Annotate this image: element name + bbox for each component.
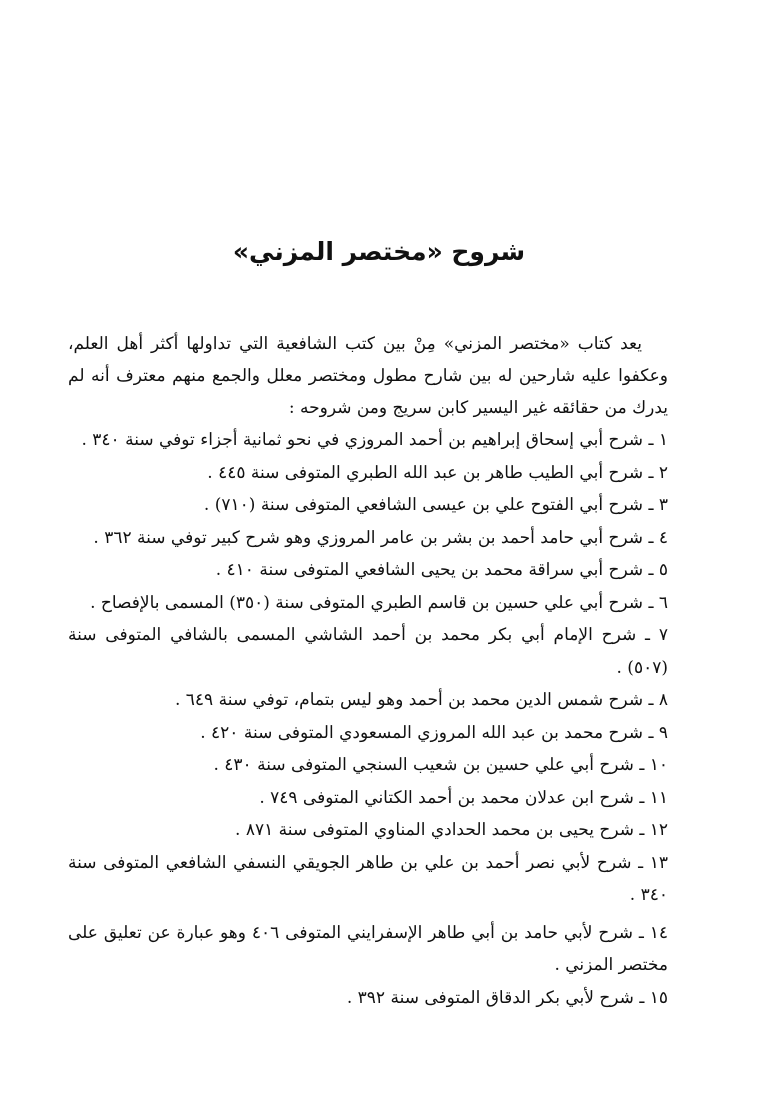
item-text: شرح أبي الفتوح علي بن عيسى الشافعي المتوفى سنة (٧١٠) . (203, 495, 644, 515)
intro-paragraph: يعد كتاب «مختصر المزني» مِنْ بين كتب الشافعية التي تداولها أكثر أهل العلم، وعكفوا عليه شارحين له بين شارح مطول ومختصر معلل والجمع منهم معترف أنه لم يدرك من حقائقه غير اليسير كابن سريج ومن شروحه : (68, 334, 668, 418)
item-separator: ـ (643, 560, 659, 580)
list-item (68, 749, 668, 782)
item-text: شرح لأبي بكر الدقاق المتوفى سنة ٣٩٢ . (346, 987, 634, 1008)
list-item (68, 684, 668, 717)
list-item (68, 782, 668, 815)
item-number: ٥ (658, 560, 668, 580)
list-item (68, 982, 668, 1015)
item-separator: ـ (631, 852, 650, 873)
item-separator: ـ (636, 625, 659, 645)
item-separator: ـ (633, 820, 650, 840)
list-item (68, 717, 668, 750)
item-number: ٧ (658, 625, 668, 645)
item-number: ١٥ (649, 987, 668, 1008)
list-item (68, 814, 668, 847)
item-separator: ـ (643, 462, 659, 483)
item-separator: ـ (643, 527, 659, 548)
item-number: ٨ (658, 690, 668, 710)
item-number: ٢ (658, 462, 668, 483)
body-text (68, 328, 668, 1014)
item-number: ٣ (658, 495, 668, 515)
list-item (68, 457, 668, 490)
item-separator: ـ (643, 430, 659, 450)
item-separator: ـ (633, 755, 650, 775)
item-text: شرح أبي حامد أحمد بن بشر بن عامر المروزي وهو شرح كبير توفي سنة ٣٦٢ . (93, 527, 644, 548)
item-text: شرح أبي علي حسين بن شعيب السنجي المتوفى سنة ٤٣٠ . (213, 755, 634, 775)
item-text: شرح أبي سراقة محمد بن يحيى الشافعي المتوفى سنة ٤١٠ . (215, 560, 644, 580)
list-item (68, 587, 668, 620)
list-item (68, 489, 668, 522)
item-separator: ـ (632, 922, 650, 943)
item-number: ١٣ (649, 852, 668, 873)
list-item (68, 917, 668, 982)
item-number: ١٤ (649, 922, 668, 943)
item-separator: ـ (633, 787, 650, 808)
item-number: ٤ (658, 527, 668, 548)
intro-paragraph-wrap (68, 328, 668, 424)
item-text: شرح أبي الطيب طاهر بن عبد الله الطبري المتوفى سنة ٤٤٥ . (207, 462, 644, 483)
item-text: شرح محمد بن عبد الله المروزي المسعودي المتوفى سنة ٤٢٠ . (200, 722, 644, 743)
item-text: شرح أبي علي حسين بن قاسم الطبري المتوفى سنة (٣٥٠) المسمى بالإفصاح . (90, 592, 644, 613)
item-text: شرح أبي إسحاق إبراهيم بن أحمد المروزي في نحو ثمانية أجزاء توفي سنة ٣٤٠ . (81, 430, 644, 450)
item-number: ١١ (649, 787, 668, 808)
item-text: شرح لأبي حامد بن أبي طاهر الإسفرايني المتوفى ٤٠٦ وهو عبارة عن تعليق على مختصر المزني . (68, 922, 668, 975)
item-number: ١٢ (649, 820, 668, 840)
list-item (68, 619, 668, 684)
list-item (68, 424, 668, 457)
item-text: شرح يحيى بن محمد الحدادي المناوي المتوفى سنة ٨٧١ . (235, 820, 634, 840)
item-separator: ـ (643, 690, 659, 710)
item-separator: ـ (643, 722, 659, 743)
item-number: ٩ (658, 722, 668, 743)
list-item (68, 522, 668, 555)
item-separator: ـ (633, 987, 650, 1008)
item-text: شرح لأبي نصر أحمد بن علي بن طاهر الجويقي النسفي الشافعي المتوفى سنة ٣٤٠ . (68, 852, 668, 905)
item-number: ١٠ (649, 755, 668, 775)
item-separator: ـ (643, 592, 659, 613)
item-text: شرح ابن عدلان محمد بن أحمد الكتاني المتوفى ٧٤٩ . (259, 787, 634, 808)
item-number: ١ (658, 430, 668, 450)
item-text: شرح الإمام أبي بكر محمد بن أحمد الشاشي المسمى بالشافي المتوفى سنة (٥٠٧) . (68, 625, 668, 678)
list-item (68, 554, 668, 587)
item-separator: ـ (643, 495, 659, 515)
page-title: شروح «مختصر المزني» (232, 237, 526, 266)
item-text: شرح شمس الدين محمد بن أحمد وهو ليس بتمام، توفي سنة ٦٤٩ . (174, 690, 644, 710)
commentaries-list (68, 424, 668, 1014)
list-item (68, 847, 668, 912)
item-number: ٦ (658, 592, 668, 613)
